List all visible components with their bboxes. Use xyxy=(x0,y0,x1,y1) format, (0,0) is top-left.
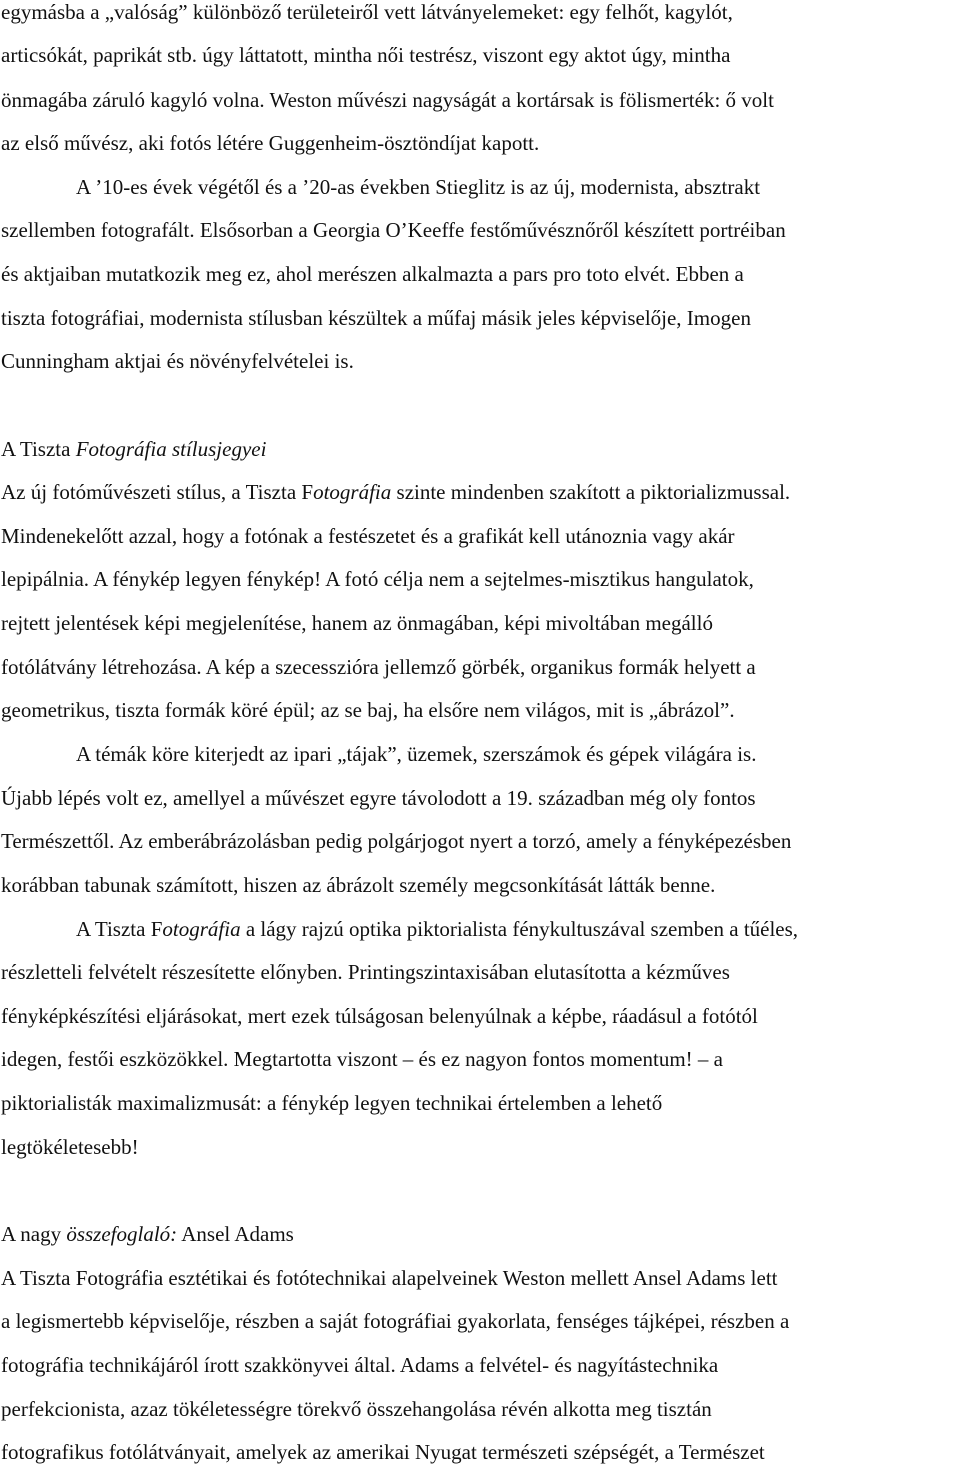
section-heading xyxy=(1,1222,294,1246)
text-line: Természettől. Az emberábrázolásban pedig polgárjogot nyert a torzó, amely a fényképezésben xyxy=(1,829,792,853)
text-span: szinte mindenben szakított a piktorializmussal. xyxy=(391,480,791,504)
text-line: A témák köre kiterjedt az ipari „tájak”, üzemek, szerszámok és gépek világára is. xyxy=(76,742,757,766)
heading-text: Ansel Adams xyxy=(177,1222,294,1246)
text-line: articsókát, paprikát stb. úgy láttatott, mintha női testrész, viszont egy aktot úgy, mintha xyxy=(1,43,731,67)
italic-span: otográfia xyxy=(162,917,241,941)
text-line: egymásba a „valóság” különböző területeiről vett látványelemeket: egy felhőt, kagylót, xyxy=(1,0,733,24)
text-line: legtökéletesebb! xyxy=(1,1135,139,1159)
text-line: rejtett jelentések képi megjelenítése, hanem az önmagában, képi mivoltában megálló xyxy=(1,611,713,635)
text-line: a legismertebb képviselője, részben a saját fotográfiai gyakorlata, fenséges tájképei, részben a xyxy=(1,1309,790,1333)
text-line: tiszta fotográfiai, modernista stílusban készültek a műfaj másik jeles képviselője, Imogen xyxy=(1,306,751,330)
text-span: a lágy rajzú optika piktorialista fénykultuszával szemben a tűéles, xyxy=(240,917,799,941)
text-line: lepipálnia. A fénykép legyen fénykép! A fotó célja nem a sejtelmes-misztikus hangulatok, xyxy=(1,567,754,591)
heading-italic-text: Fotográfia stílusjegyei xyxy=(75,437,267,461)
text-span: A Tiszta F xyxy=(76,917,163,941)
text-line: Cunningham aktjai és növényfelvételei is. xyxy=(1,349,354,373)
text-line: részletteli felvételt részesítette előnyben. Printingszintaxisában elutasította a kézműves xyxy=(1,960,730,984)
text-line: piktorialisták maximalizmusát: a fénykép legyen technikai értelemben a lehető xyxy=(1,1091,663,1115)
text-line: fotográfia technikájáról írott szakkönyvei által. Adams a felvétel- és nagyítástechnika xyxy=(1,1353,719,1377)
text-line: Újabb lépés volt ez, amellyel a művészet egyre távolodott a 19. században még oly fontos xyxy=(1,786,756,810)
text-line: szellemben fotografált. Elsősorban a Georgia O’Keeffe festőművésznőről készített portréiban xyxy=(1,218,786,242)
text-line: fotólátvány létrehozása. A kép a szecesszióra jellemző görbék, organikus formák helyett a xyxy=(1,655,756,679)
heading-italic-text: összefoglaló: xyxy=(66,1222,178,1246)
text-line: idegen, festői eszközökkel. Megtartotta viszont – és ez nagyon fontos momentum! – a xyxy=(1,1047,723,1071)
heading-text: A Tiszta xyxy=(1,437,76,461)
text-line: A Tiszta Fotográfia esztétikai és fotótechnikai alapelveinek Weston mellett Ansel Adams lett xyxy=(1,1266,778,1290)
text-line xyxy=(1,480,790,504)
text-line: A ’10-es évek végétől és a ’20-as években Stieglitz is az új, modernista, absztrakt xyxy=(76,175,761,199)
italic-span: otográfia xyxy=(313,480,392,504)
text-line: az első művész, aki fotós létére Guggenheim-ösztöndíjat kapott. xyxy=(1,131,540,155)
text-line: fotografikus fotólátványait, amelyek az amerikai Nyugat természeti szépségét, a Természet xyxy=(1,1440,765,1464)
section-heading xyxy=(1,437,266,461)
text-line xyxy=(76,917,798,941)
heading-text: A nagy xyxy=(1,1222,67,1246)
text-span: Az új fotóművészeti stílus, a Tiszta F xyxy=(1,480,314,504)
text-line: perfekcionista, azaz tökéletességre törekvő összehangolása révén alkotta meg tisztán xyxy=(1,1397,712,1421)
text-line: és aktjaiban mutatkozik meg ez, ahol merészen alkalmazta a pars pro toto elvét. Ebben a xyxy=(1,262,744,286)
text-line: fényképkészítési eljárásokat, mert ezek túlságosan belenyúlnak a képbe, ráadásul a fotótól xyxy=(1,1004,758,1028)
text-line: korábban tabunak számított, hiszen az ábrázolt személy megcsonkítását látták benne. xyxy=(1,873,716,897)
text-line: Mindenekelőtt azzal, hogy a fotónak a festészetet és a grafikát kell utánoznia vagy akár xyxy=(1,524,735,548)
text-line: önmagába záruló kagyló volna. Weston művészi nagyságát a kortársak is fölismerték: ő volt xyxy=(1,88,774,112)
text-line: geometrikus, tiszta formák köré épül; az se baj, ha elsőre nem világos, mit is „ábrázol”. xyxy=(1,698,735,722)
